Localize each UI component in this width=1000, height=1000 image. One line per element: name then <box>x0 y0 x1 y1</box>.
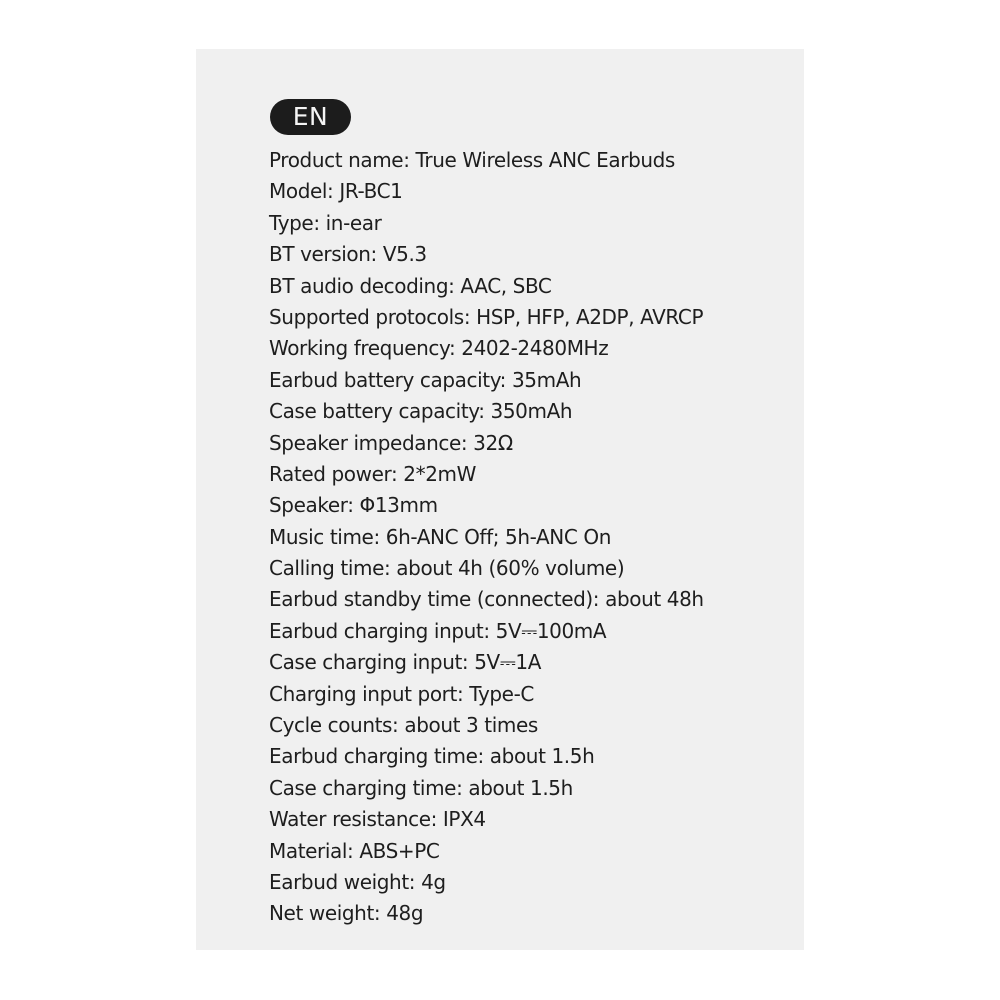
spec-line-calling-time: Calling time: about 4h (60% volume) <box>269 556 625 581</box>
language-badge: EN <box>270 99 351 135</box>
spec-line-earbud-charging-input: Earbud charging input: 5V⎓100mA <box>269 618 607 643</box>
spec-card <box>196 49 804 950</box>
spec-line-earbud-battery: Earbud battery capacity: 35mAh <box>269 367 582 392</box>
spec-line-material: Material: ABS+PC <box>269 838 440 863</box>
spec-line-case-charging-time: Case charging time: about 1.5h <box>269 775 573 800</box>
spec-line-speaker: Speaker: Φ13mm <box>269 493 438 518</box>
spec-line-case-battery: Case battery capacity: 350mAh <box>269 399 573 424</box>
spec-line-rated-power: Rated power: 2*2mW <box>269 461 476 486</box>
spec-line-supported-protocols: Supported protocols: HSP, HFP, A2DP, AVRCP <box>269 304 704 329</box>
spec-line-cycle-counts: Cycle counts: about 3 times <box>269 713 538 738</box>
spec-line-standby-time: Earbud standby time (connected): about 48h <box>269 587 704 612</box>
spec-line-type: Type: in-ear <box>269 210 382 235</box>
spec-line-music-time: Music time: 6h-ANC Off; 5h-ANC On <box>269 524 611 549</box>
spec-list <box>269 145 704 930</box>
spec-line-bt-audio-decoding: BT audio decoding: AAC, SBC <box>269 273 552 298</box>
spec-line-case-charging-input: Case charging input: 5V⎓1A <box>269 650 541 675</box>
spec-line-working-frequency: Working frequency: 2402-2480MHz <box>269 336 609 361</box>
spec-line-model: Model: JR-BC1 <box>269 179 403 204</box>
spec-line-earbud-weight: Earbud weight: 4g <box>269 869 446 894</box>
spec-line-bt-version: BT version: V5.3 <box>269 242 427 267</box>
spec-line-speaker-impedance: Speaker impedance: 32Ω <box>269 430 513 455</box>
spec-line-water-resistance: Water resistance: IPX4 <box>269 807 486 832</box>
spec-line-charging-port: Charging input port: Type-C <box>269 681 534 706</box>
spec-line-product-name: Product name: True Wireless ANC Earbuds <box>269 148 675 172</box>
spec-line-earbud-charging-time: Earbud charging time: about 1.5h <box>269 744 595 769</box>
spec-line-net-weight: Net weight: 48g <box>269 901 424 926</box>
